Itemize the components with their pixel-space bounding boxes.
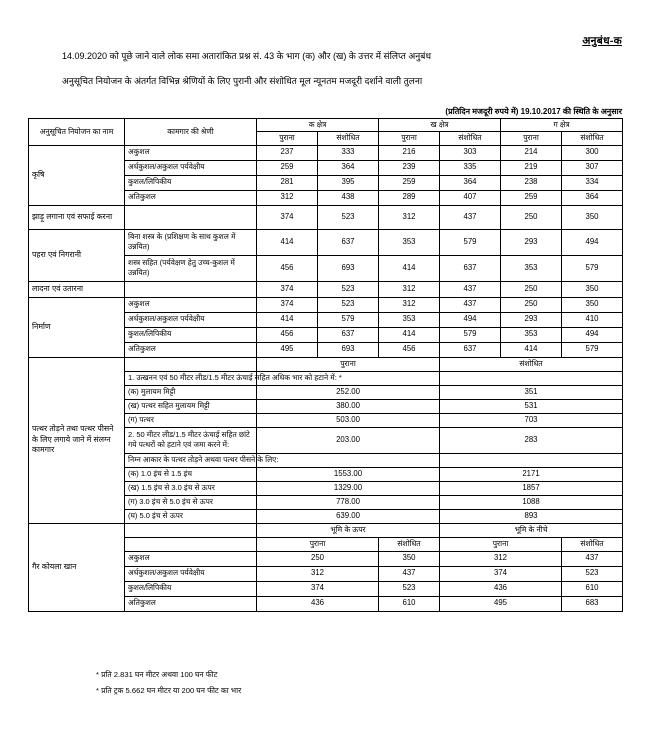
table-row bbox=[29, 229, 623, 255]
stone-header-revised: संशोधित bbox=[440, 357, 623, 371]
annexure-label: अनुबंध-क bbox=[582, 35, 622, 47]
stone-item-label: 2. 50 मीटर लीड/1.5 मीटर ऊंचाई सहित छांटे गये पत्थरों को हटाने एवं जमा करने में: bbox=[125, 427, 257, 453]
value-cell: 350 bbox=[562, 205, 623, 229]
value-cell: 414 bbox=[257, 312, 318, 327]
value-cell: 350 bbox=[562, 281, 623, 297]
stone-item-revised: 351 bbox=[440, 385, 623, 399]
category-cell bbox=[125, 205, 257, 229]
stone-item-label: (क) मुलायम मिट्टी bbox=[125, 385, 257, 399]
value-cell: 374 bbox=[257, 297, 318, 312]
table-row bbox=[29, 205, 623, 229]
stone-item-old: 1553.00 bbox=[257, 467, 440, 481]
header-employment-name: अनुसूचित नियोजन का नाम bbox=[29, 119, 125, 146]
value-cell: 436 bbox=[440, 581, 562, 596]
value-cell: 683 bbox=[562, 596, 623, 611]
stone-item-old: 778.00 bbox=[257, 495, 440, 509]
mine-header-row-1 bbox=[29, 523, 623, 537]
stone-item-old: 503.00 bbox=[257, 413, 440, 427]
value-cell: 219 bbox=[501, 160, 562, 175]
value-cell: 259 bbox=[379, 175, 440, 190]
value-cell: 437 bbox=[440, 205, 501, 229]
category-cell: बिना शस्त्र के (प्रशिक्षण के साथ कुशल में उन्नयित) bbox=[125, 229, 257, 255]
value-cell: 579 bbox=[440, 229, 501, 255]
stone-item-label: (घ) 5.0 इंच से ऊपर bbox=[125, 509, 257, 523]
value-cell: 494 bbox=[440, 312, 501, 327]
stone-item-revised: 283 bbox=[440, 427, 623, 453]
stone-item-old: 380.00 bbox=[257, 399, 440, 413]
section-label-stone-breaking: पत्थर तोड़ने तथा पत्थर पीसने के लिए लगाये जाने में संलग्न कामगार bbox=[29, 357, 125, 523]
value-cell: 312 bbox=[440, 551, 562, 566]
value-cell: 579 bbox=[562, 342, 623, 357]
value-cell: 214 bbox=[501, 145, 562, 160]
value-cell: 637 bbox=[318, 327, 379, 342]
stone-item-label: निम्न आकार के पत्थर तोड़ने अथवा पत्थर पीसने के लिए: bbox=[125, 453, 257, 467]
intro-line-2: अनुसूचित नियोजन के अंतर्गत विभिन्न श्रेणियों के लिए पुरानी और संशोधित मूल न्यूनतम मजदूरी दर्शाने वाली तुलना bbox=[62, 75, 423, 86]
value-cell: 437 bbox=[562, 551, 623, 566]
value-cell: 494 bbox=[562, 327, 623, 342]
table-row bbox=[29, 281, 623, 297]
category-cell: अकुशल bbox=[125, 297, 257, 312]
value-cell: 637 bbox=[440, 255, 501, 281]
category-cell: कुशल/लिपिकीय bbox=[125, 327, 257, 342]
section-label-sweeping: झाड़ू लगाना एवं सफाई करना bbox=[29, 205, 125, 229]
category-cell: अतिकुशल bbox=[125, 596, 257, 611]
value-cell: 437 bbox=[440, 297, 501, 312]
value-cell: 437 bbox=[440, 281, 501, 297]
value-cell: 438 bbox=[318, 190, 379, 205]
mine-header-above-ground: भूमि के ऊपर bbox=[257, 523, 440, 537]
value-cell: 374 bbox=[440, 566, 562, 581]
stone-item-revised: 531 bbox=[440, 399, 623, 413]
category-cell: अर्धकुशल/अकुशल पर्यवेक्षीय bbox=[125, 160, 257, 175]
value-cell: 239 bbox=[379, 160, 440, 175]
stone-item-revised bbox=[440, 371, 623, 385]
section-label-agriculture: कृषि bbox=[29, 145, 125, 205]
header-worker-category: कामगार की श्रेणी bbox=[125, 119, 257, 146]
value-cell: 293 bbox=[501, 229, 562, 255]
value-cell: 456 bbox=[257, 255, 318, 281]
section-label-loading: लादना एवं उतारना bbox=[29, 281, 125, 297]
footnotes bbox=[96, 667, 241, 699]
value-cell: 353 bbox=[501, 255, 562, 281]
header-zone-c-old: पुराना bbox=[501, 132, 562, 145]
value-cell: 364 bbox=[318, 160, 379, 175]
value-cell: 350 bbox=[562, 297, 623, 312]
category-cell: कुशल/लिपिकीय bbox=[125, 175, 257, 190]
header-zone-b: ख क्षेत्र bbox=[379, 119, 501, 132]
value-cell: 579 bbox=[318, 312, 379, 327]
value-cell: 523 bbox=[318, 297, 379, 312]
category-cell: अतिकुशल bbox=[125, 190, 257, 205]
value-cell: 333 bbox=[318, 145, 379, 160]
mine-header-old: पुराना bbox=[440, 537, 562, 551]
value-cell: 395 bbox=[318, 175, 379, 190]
value-cell: 410 bbox=[562, 312, 623, 327]
header-zone-a-revised: संशोधित bbox=[318, 132, 379, 145]
value-cell: 250 bbox=[501, 297, 562, 312]
value-cell: 693 bbox=[318, 255, 379, 281]
header-zone-a: क क्षेत्र bbox=[257, 119, 379, 132]
value-cell: 259 bbox=[257, 160, 318, 175]
value-cell: 312 bbox=[379, 297, 440, 312]
stone-item-label: (ग) 3.0 इंच से 5.0 इंच से ऊपर bbox=[125, 495, 257, 509]
value-cell: 437 bbox=[379, 566, 440, 581]
value-cell: 312 bbox=[257, 190, 318, 205]
value-cell: 523 bbox=[379, 581, 440, 596]
category-cell: अकुशल bbox=[125, 145, 257, 160]
value-cell: 456 bbox=[379, 342, 440, 357]
value-cell: 238 bbox=[501, 175, 562, 190]
value-cell: 523 bbox=[318, 205, 379, 229]
mine-header-old: पुराना bbox=[257, 537, 379, 551]
category-cell: शस्त्र सहित (पर्यवेक्षण हेतु उच्च-कुशल में उन्नयित) bbox=[125, 255, 257, 281]
value-cell: 693 bbox=[318, 342, 379, 357]
value-cell: 350 bbox=[379, 551, 440, 566]
value-cell: 637 bbox=[318, 229, 379, 255]
value-cell: 307 bbox=[562, 160, 623, 175]
value-cell: 414 bbox=[501, 342, 562, 357]
value-cell: 293 bbox=[501, 312, 562, 327]
table-header-row-1 bbox=[29, 119, 623, 132]
category-cell: अतिकुशल bbox=[125, 342, 257, 357]
footnote-2: * प्रति ट्रक 5.662 घन मीटर या 200 घन फीट का भार bbox=[96, 686, 242, 696]
value-cell: 334 bbox=[562, 175, 623, 190]
header-zone-b-old: पुराना bbox=[379, 132, 440, 145]
value-cell: 353 bbox=[379, 229, 440, 255]
value-cell: 312 bbox=[257, 566, 379, 581]
stone-item-label: (ख) पत्थर सहित मुलायम मिट्टी bbox=[125, 399, 257, 413]
value-cell: 610 bbox=[562, 581, 623, 596]
section-label-watch-ward: पहरा एवं निगरानी bbox=[29, 229, 125, 281]
header-zone-a-old: पुराना bbox=[257, 132, 318, 145]
value-cell: 495 bbox=[440, 596, 562, 611]
stone-item-revised: 893 bbox=[440, 509, 623, 523]
value-cell: 436 bbox=[257, 596, 379, 611]
section-label-non-coal-mines: गैर कोयला खान bbox=[29, 523, 125, 611]
value-cell: 216 bbox=[379, 145, 440, 160]
header-zone-c: ग क्षेत्र bbox=[501, 119, 623, 132]
category-cell: अर्धकुशल/अकुशल पर्यवेक्षीय bbox=[125, 312, 257, 327]
value-cell: 637 bbox=[440, 342, 501, 357]
value-cell: 414 bbox=[257, 229, 318, 255]
mine-header-revised: संशोधित bbox=[379, 537, 440, 551]
footnote-1: * प्रति 2.831 घन मीटर अथवा 100 घन फीट bbox=[96, 670, 218, 680]
stone-item-revised: 1088 bbox=[440, 495, 623, 509]
value-cell: 312 bbox=[379, 205, 440, 229]
stone-item-revised: 2171 bbox=[440, 467, 623, 481]
stone-item-old bbox=[257, 453, 440, 467]
stone-item-label: (क) 1.0 इंच से 1.5 इंच bbox=[125, 467, 257, 481]
stone-item-revised bbox=[440, 453, 623, 467]
value-cell: 353 bbox=[379, 312, 440, 327]
stone-item-old: 639.00 bbox=[257, 509, 440, 523]
value-cell: 364 bbox=[440, 175, 501, 190]
value-cell: 374 bbox=[257, 281, 318, 297]
unit-note: (प्रतिदिन मजदूरी रुपये में) 19.10.2017 की स्थिति के अनुसार bbox=[445, 107, 622, 116]
value-cell: 237 bbox=[257, 145, 318, 160]
header-zone-b-revised: संशोधित bbox=[440, 132, 501, 145]
value-cell: 353 bbox=[501, 327, 562, 342]
category-cell bbox=[125, 281, 257, 297]
value-cell: 456 bbox=[257, 327, 318, 342]
category-cell: कुशल/लिपिकीय bbox=[125, 581, 257, 596]
value-cell: 250 bbox=[501, 205, 562, 229]
value-cell: 289 bbox=[379, 190, 440, 205]
stone-item-old: 252.00 bbox=[257, 385, 440, 399]
value-cell: 494 bbox=[562, 229, 623, 255]
mine-header-revised: संशोधित bbox=[562, 537, 623, 551]
stone-header-row bbox=[29, 357, 623, 371]
value-cell: 303 bbox=[440, 145, 501, 160]
value-cell: 523 bbox=[562, 566, 623, 581]
value-cell: 579 bbox=[562, 255, 623, 281]
value-cell: 374 bbox=[257, 205, 318, 229]
category-cell: अर्धकुशल/अकुशल पर्यवेक्षीय bbox=[125, 566, 257, 581]
value-cell: 250 bbox=[257, 551, 379, 566]
value-cell: 414 bbox=[379, 327, 440, 342]
value-cell: 335 bbox=[440, 160, 501, 175]
value-cell: 281 bbox=[257, 175, 318, 190]
value-cell: 364 bbox=[562, 190, 623, 205]
wage-comparison-table bbox=[28, 118, 623, 612]
value-cell: 579 bbox=[440, 327, 501, 342]
value-cell: 610 bbox=[379, 596, 440, 611]
stone-item-label: (ग) पत्थर bbox=[125, 413, 257, 427]
value-cell: 407 bbox=[440, 190, 501, 205]
stone-item-revised: 1857 bbox=[440, 481, 623, 495]
value-cell: 495 bbox=[257, 342, 318, 357]
value-cell: 300 bbox=[562, 145, 623, 160]
mine-header-below-ground: भूमि के नीचे bbox=[440, 523, 623, 537]
stone-item-revised: 703 bbox=[440, 413, 623, 427]
intro-line-1: 14.09.2020 को पूछे जाने वाले लोक समा अतारांकित प्रश्न सं. 43 के भाग (क) और (ख) के उत्तर में संलिप्त अनुबंध bbox=[62, 51, 431, 61]
table-row bbox=[29, 297, 623, 312]
value-cell: 259 bbox=[501, 190, 562, 205]
stone-item-label: 1. उत्खनन एवं 50 मीटर लीड/1.5 मीटर ऊंचाई सहित अधिक भार को हटाने में: * bbox=[125, 371, 257, 385]
stone-item-old: 203.00 bbox=[257, 427, 440, 453]
value-cell: 523 bbox=[318, 281, 379, 297]
stone-header-old: पुराना bbox=[257, 357, 440, 371]
section-label-construction: निर्माण bbox=[29, 297, 125, 357]
table-row bbox=[29, 145, 623, 160]
intro-block bbox=[62, 50, 582, 88]
value-cell: 250 bbox=[501, 281, 562, 297]
category-cell: अकुशल bbox=[125, 551, 257, 566]
stone-item-label: (ख) 1.5 इंच से 3.0 इंच से ऊपर bbox=[125, 481, 257, 495]
stone-item-old: 1329.00 bbox=[257, 481, 440, 495]
value-cell: 414 bbox=[379, 255, 440, 281]
value-cell: 374 bbox=[257, 581, 379, 596]
value-cell: 312 bbox=[379, 281, 440, 297]
header-zone-c-revised: संशोधित bbox=[562, 132, 623, 145]
